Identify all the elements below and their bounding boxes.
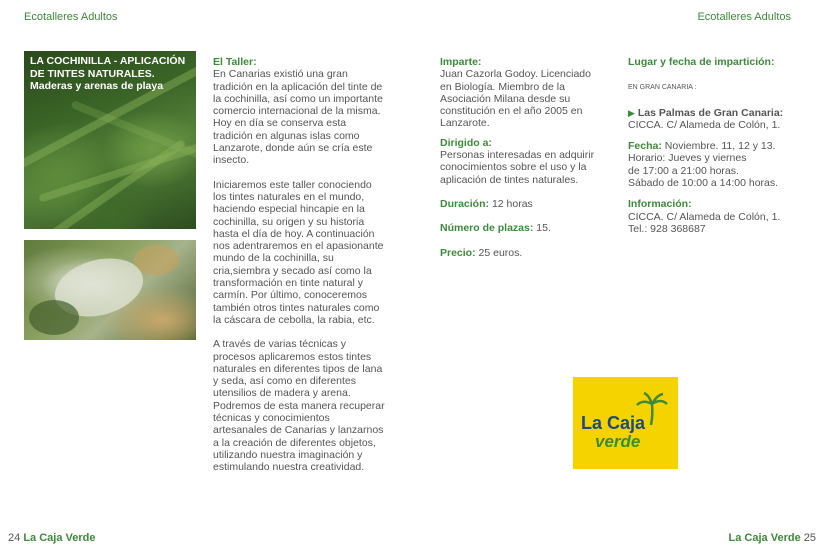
photo-subtitle: Maderas y arenas de playa — [30, 80, 164, 92]
footer-right-page: 25 — [803, 532, 816, 544]
imparte-heading: Imparte: — [440, 56, 482, 68]
la-caja-verde-logo — [573, 377, 678, 469]
informacion-address: CICCA. C/ Alameda de Colón, 1. — [628, 210, 781, 223]
imparte-text: Juan Cazorla Godoy. Licenciado en Biología. Miembro de la Asociación Milana desde su constitución en el año 2005 en Lanzarote. — [440, 68, 591, 130]
region-label: EN GRAN CANARIA : — [628, 84, 697, 92]
logo-graphic — [573, 377, 678, 469]
plazas-value: 15. — [536, 222, 551, 235]
dirigido-text: Personas interesadas en adquirir conocimientos sobre el uso y la aplicación de tintes naturales. — [440, 149, 595, 186]
fecha-block — [628, 140, 818, 189]
info-column — [440, 56, 605, 266]
duracion-block — [440, 198, 605, 210]
footer-left — [8, 532, 95, 544]
taller-paragraph-2: Iniciaremos este taller conociendo los tintes naturales en el mundo, haciendo especial hincapie en la cochinilla, su origen y su historia hasta el día de hoy. A continuación nos adentraremos en el apasionante mundo de la cochinilla, su cria,siembra y secado así como la transformación en tinte natural y carmín. Por último, conoceremos también otros tintes naturales como la cáscara de cebolla, la rabia, etc. — [213, 178, 384, 326]
taller-paragraph-1: En Canarias existió una gran tradición en la aplicación del tinte de la cochinilla, así como un importante comercio internacional de la misma. Hoy en día se conserva esta tradición en algunas islas como Lanzarote, donde aún se cría este insecto. — [213, 68, 383, 167]
photo-title — [30, 55, 195, 93]
taller-column — [213, 56, 385, 474]
dirigido-heading: Dirigido a: — [440, 136, 492, 149]
plazas-heading: Número de plazas: — [440, 222, 534, 235]
footer-right — [729, 532, 816, 544]
footer-left-page: 24 — [8, 532, 21, 544]
horario-line-1: Horario: Jueves y viernes — [628, 152, 747, 165]
triangle-right-icon: ▶ — [628, 107, 635, 118]
horario-line-2: de 17:00 a 21:00 horas. — [628, 164, 739, 177]
photo-title-main: LA COCHINILLA - APLICACIÓN DE TINTES NATURALES. — [30, 55, 186, 80]
fecha-heading: Fecha: — [628, 140, 662, 153]
lugar-column — [628, 56, 818, 244]
dirigido-block — [440, 137, 605, 186]
cactus-photo — [24, 240, 196, 340]
city-address: CICCA. C/ Alameda de Colón, 1. — [628, 118, 781, 131]
fern-photo — [24, 51, 196, 229]
lugar-heading: Lugar y fecha de impartición: — [628, 56, 775, 68]
taller-heading: El Taller: — [213, 56, 257, 68]
duracion-value: 12 horas — [491, 197, 533, 210]
logo-text-line2: verde — [595, 432, 641, 451]
header-left: Ecotalleres Adultos — [24, 11, 118, 23]
taller-paragraph-3: A través de varias técnicas y procesos aplicaremos estos tintes naturales en diferentes tipos de lana y seda, así como en diferentes utensilios de madera y arena. Podremos de esta manera recuperar técnicas y conocimientos artesanales de Canarias y lanzarnos a la creación de diferentes objetos, utilizando nuestra imaginación y estimulando nuestra creatividad. — [213, 338, 385, 474]
footer-left-brand: La Caja Verde — [23, 532, 96, 544]
horario-line-3: Sábado de 10:00 a 14:00 horas. — [628, 177, 779, 190]
logo-text-line1: La Caja — [581, 413, 646, 433]
imparte-block — [440, 56, 605, 130]
precio-value: 25 euros. — [478, 246, 523, 259]
city-name: Las Palmas de Gran Canaria: — [637, 106, 784, 119]
fecha-value: Noviembre. 11, 12 y 13. — [664, 140, 776, 153]
informacion-heading: Información: — [628, 198, 692, 211]
city-block — [628, 107, 818, 132]
precio-block — [440, 247, 605, 259]
header-right: Ecotalleres Adultos — [697, 11, 791, 23]
footer-right-brand: La Caja Verde — [728, 532, 801, 544]
plazas-block — [440, 222, 605, 234]
duracion-heading: Duración: — [440, 197, 490, 210]
precio-heading: Precio: — [440, 246, 476, 259]
informacion-block — [628, 198, 818, 235]
informacion-phone: Tel.: 928 368687 — [628, 222, 706, 235]
